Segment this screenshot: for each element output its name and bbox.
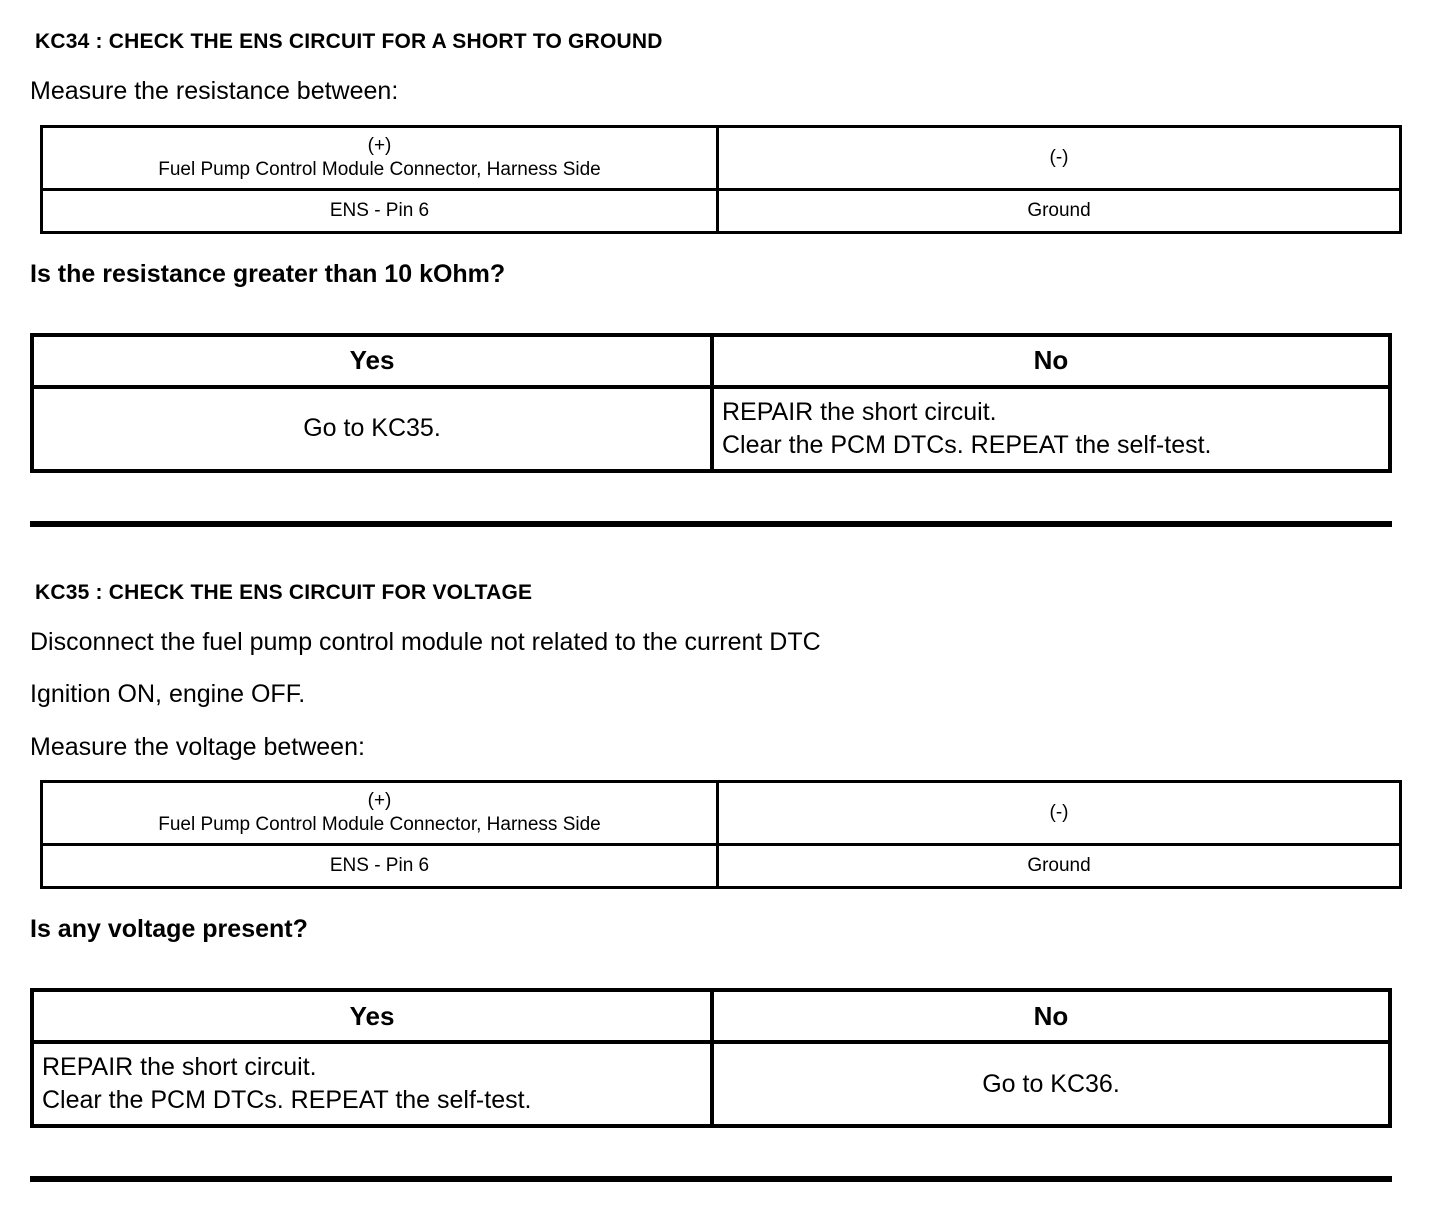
- positive-sign-label: (+): [367, 790, 392, 812]
- measurement-table-kc35: [40, 780, 1402, 889]
- answer-yes-header: Yes: [32, 335, 712, 387]
- table-row: [32, 990, 1390, 1042]
- measurement-negative-header: [718, 782, 1401, 845]
- section-kc34: [30, 22, 1400, 527]
- answer-no-header: No: [712, 990, 1390, 1042]
- answer-yes-header: Yes: [32, 990, 712, 1042]
- measurement-positive-value: ENS - Pin 6: [42, 189, 718, 232]
- table-row: [32, 335, 1390, 387]
- table-row: [32, 1042, 1390, 1126]
- negative-sign-label: (-): [1049, 146, 1069, 168]
- instruction-ignition-on: Ignition ON, engine OFF.: [30, 680, 306, 708]
- table-row: [42, 782, 1401, 845]
- measurement-positive-header: [42, 126, 718, 189]
- answer-yes-body: REPAIR the short circuit. Clear the PCM DTCs. REPEAT the self-test.: [32, 1042, 712, 1126]
- section-spacer: [30, 527, 1400, 573]
- answer-no-body: Go to KC36.: [712, 1042, 1390, 1126]
- negative-sign-label: (-): [1049, 802, 1069, 824]
- measurement-negative-value: Ground: [718, 189, 1401, 232]
- table-row: [32, 387, 1390, 471]
- step-title-kc34: KC34 : CHECK THE ENS CIRCUIT FOR A SHORT TO GROUND: [35, 30, 663, 53]
- answer-yes-body: Go to KC35.: [32, 387, 712, 471]
- measurement-negative-header: [718, 126, 1401, 189]
- step-title-kc35: KC35 : CHECK THE ENS CIRCUIT FOR VOLTAGE: [35, 580, 533, 604]
- section-divider: [30, 1176, 1392, 1182]
- instruction-disconnect-module: Disconnect the fuel pump control module not related to the current DTC: [30, 627, 821, 656]
- table-row: [42, 845, 1401, 888]
- measurement-positive-header: [42, 782, 718, 845]
- answer-table-kc35: [30, 988, 1392, 1128]
- positive-connector-label: Fuel Pump Control Module Connector, Harness Side: [158, 158, 601, 180]
- answer-no-body: REPAIR the short circuit. Clear the PCM DTCs. REPEAT the self-test.: [712, 387, 1390, 471]
- section-kc35: [30, 573, 1400, 1183]
- positive-sign-label: (+): [367, 134, 392, 156]
- answer-table-kc34: [30, 333, 1392, 473]
- measurement-negative-value: Ground: [718, 845, 1401, 888]
- question-kc34: Is the resistance greater than 10 kOhm?: [30, 259, 506, 288]
- measurement-table-kc34: [40, 125, 1402, 234]
- instruction-measure-resistance: Measure the resistance between:: [30, 77, 399, 105]
- positive-connector-label: Fuel Pump Control Module Connector, Harness Side: [158, 814, 601, 835]
- instruction-measure-voltage: Measure the voltage between:: [30, 732, 365, 761]
- table-row: [42, 189, 1401, 232]
- table-row: [42, 126, 1401, 189]
- question-kc35: Is any voltage present?: [30, 915, 308, 943]
- measurement-positive-value: ENS - Pin 6: [42, 845, 718, 888]
- answer-no-header: No: [712, 335, 1390, 387]
